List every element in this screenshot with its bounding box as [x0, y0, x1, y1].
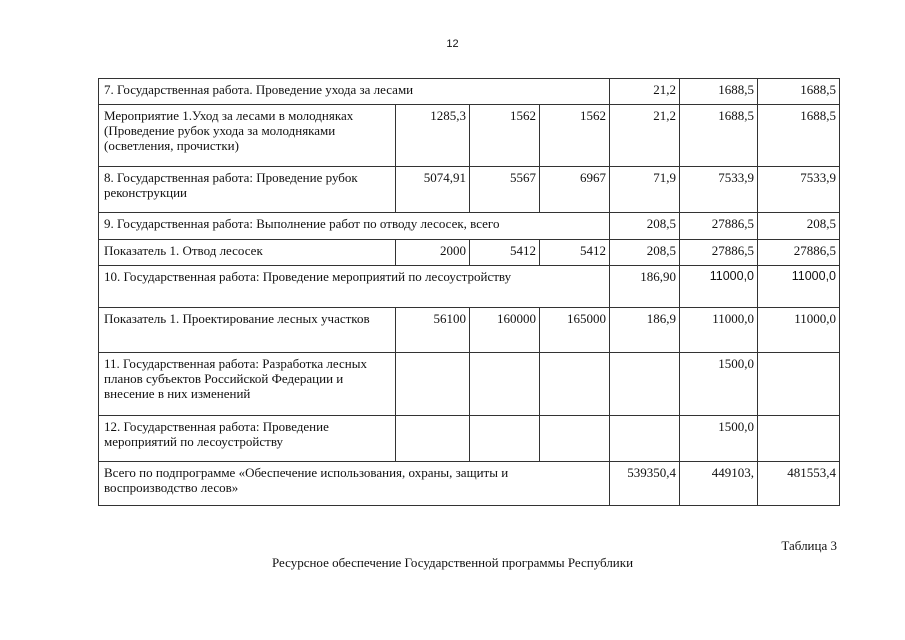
cell-v2: 5412 [470, 240, 540, 266]
cell-v6: 27886,5 [758, 240, 840, 266]
cell-v5: 1688,5 [680, 105, 758, 167]
cell-v2: 5567 [470, 167, 540, 213]
data-table [98, 78, 840, 506]
cell-v1: 5074,91 [396, 167, 470, 213]
table-row [99, 353, 840, 416]
table-row [99, 105, 840, 167]
cell-v5: 27886,5 [680, 213, 758, 240]
cell-v6: 481553,4 [758, 462, 840, 506]
table-row [99, 266, 840, 308]
cell-v5: 7533,9 [680, 167, 758, 213]
row-label: Показатель 1. Проектирование лесных участков [99, 308, 396, 353]
cell-v2 [470, 353, 540, 416]
cell-v1: 56100 [396, 308, 470, 353]
cell-v3 [540, 353, 610, 416]
cell-v1 [396, 416, 470, 462]
cell-v4: 186,90 [610, 266, 680, 308]
cell-v5: 11000,0 [680, 308, 758, 353]
table-row [99, 308, 840, 353]
cell-v5: 1688,5 [680, 79, 758, 105]
row-label: 9. Государственная работа: Выполнение работ по отводу лесосек, всего [99, 213, 610, 240]
cell-v4: 208,5 [610, 213, 680, 240]
cell-v5: 27886,5 [680, 240, 758, 266]
cell-v6: 1688,5 [758, 105, 840, 167]
table-row [99, 79, 840, 105]
cell-v4 [610, 416, 680, 462]
row-label: Всего по подпрограмме «Обеспечение использования, охраны, защиты и воспроизводство лесов» [99, 462, 610, 506]
table-caption-number: Таблица 3 [781, 538, 837, 553]
cell-v3: 6967 [540, 167, 610, 213]
cell-v4: 21,2 [610, 79, 680, 105]
cell-v1 [396, 353, 470, 416]
cell-v3: 1562 [540, 105, 610, 167]
row-label: 8. Государственная работа: Проведение рубок реконструкции [99, 167, 396, 213]
page-number: 12 [446, 38, 459, 50]
cell-v4 [610, 353, 680, 416]
cell-v3 [540, 416, 610, 462]
cell-v3: 5412 [540, 240, 610, 266]
cell-v6 [758, 416, 840, 462]
cell-v4: 186,9 [610, 308, 680, 353]
cell-v4: 208,5 [610, 240, 680, 266]
row-label: 7. Государственная работа. Проведение ухода за лесами [99, 79, 610, 105]
cell-v1: 1285,3 [396, 105, 470, 167]
cell-v5: 449103, [680, 462, 758, 506]
table-caption-title: Ресурсное обеспечение Государственной программы Республики [271, 555, 634, 570]
cell-v6: 7533,9 [758, 167, 840, 213]
table-row [99, 416, 840, 462]
table-row [99, 240, 840, 266]
row-label: 11. Государственная работа: Разработка лесных планов субъектов Российской Федерации и внесение в них изменений [99, 353, 396, 416]
cell-v6: 11000,0 [758, 308, 840, 353]
cell-v5: 11000,0 [680, 266, 758, 308]
row-label: Мероприятие 1.Уход за лесами в молодняках (Проведение рубок ухода за молодняками (осветления, прочистки) [99, 105, 396, 167]
cell-v2 [470, 416, 540, 462]
cell-v4: 71,9 [610, 167, 680, 213]
cell-v2: 160000 [470, 308, 540, 353]
row-label: 12. Государственная работа: Проведение мероприятий по лесоустройству [99, 416, 396, 462]
cell-v6 [758, 353, 840, 416]
table-row [99, 462, 840, 506]
table-row [99, 213, 840, 240]
cell-v4: 21,2 [610, 105, 680, 167]
row-label: 10. Государственная работа: Проведение мероприятий по лесоустройству [99, 266, 610, 308]
table-row [99, 167, 840, 213]
cell-v6: 208,5 [758, 213, 840, 240]
cell-v6: 1688,5 [758, 79, 840, 105]
cell-v1: 2000 [396, 240, 470, 266]
cell-v4: 539350,4 [610, 462, 680, 506]
cell-v6: 11000,0 [758, 266, 840, 308]
cell-v3: 165000 [540, 308, 610, 353]
row-label: Показатель 1. Отвод лесосек [99, 240, 396, 266]
cell-v5: 1500,0 [680, 416, 758, 462]
cell-v2: 1562 [470, 105, 540, 167]
cell-v5: 1500,0 [680, 353, 758, 416]
